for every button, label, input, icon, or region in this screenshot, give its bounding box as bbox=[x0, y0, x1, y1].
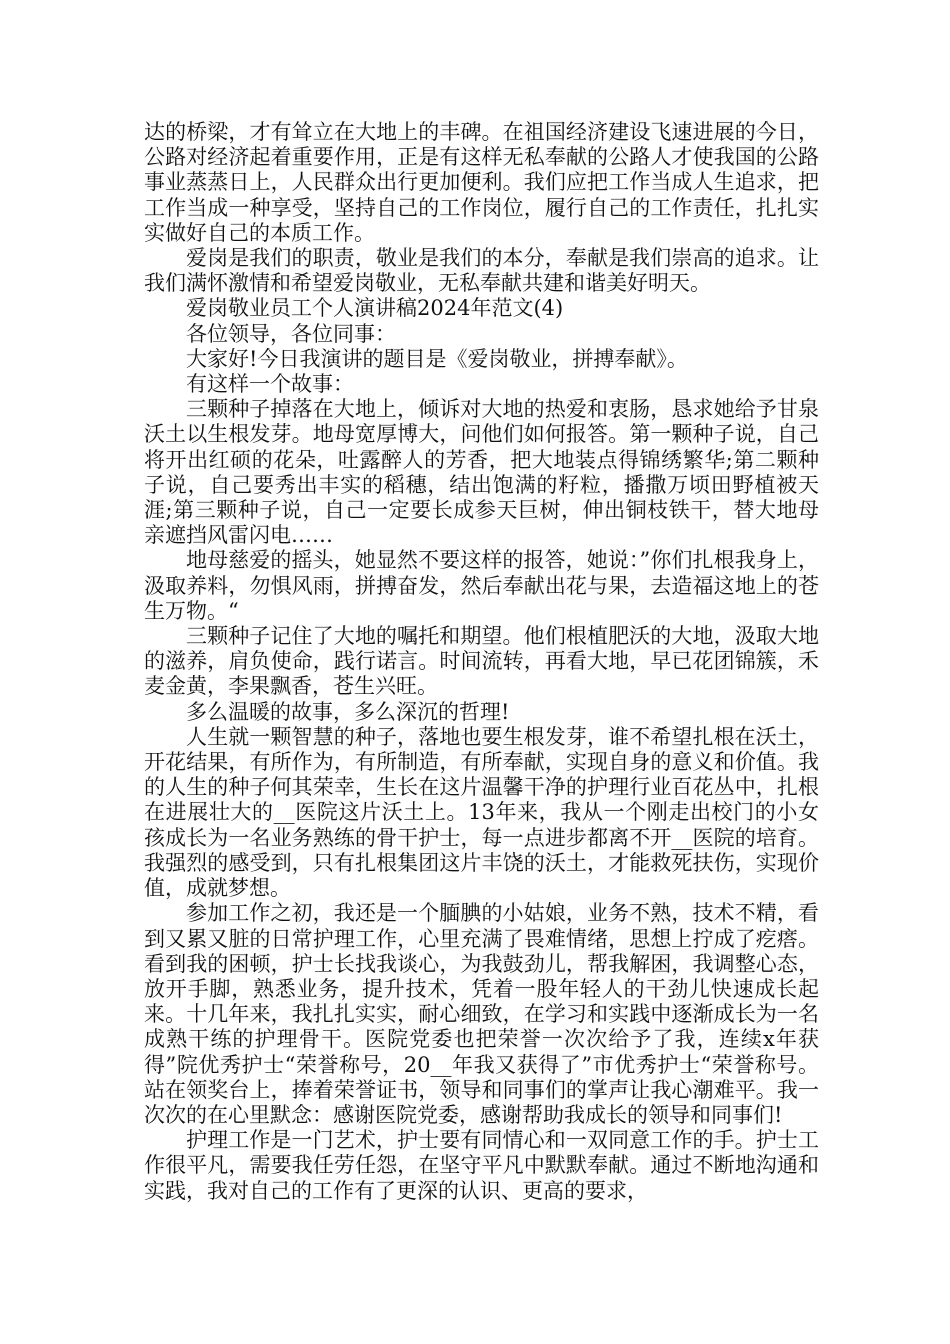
document-heading: 爱岗敬业员工个人演讲稿2024年范文(4) bbox=[186, 296, 564, 321]
salutation: 各位领导，各位同事： bbox=[186, 321, 396, 346]
paragraph: 三颗种子掉落在大地上，倾诉对大地的热爱和衷肠，恳求她给予甘泉沃土以生根发芽。地母宽厚博大，问他们如何报答。第一颗种子说，自己将开出红硕的花朵，吐露醉人的芳香，把大地装点得锦绣繁华;第二颗种子说，自己要秀出丰实的稻穗，结出饱满的籽粒，播撒万顷田野植被天涯;第三颗种子说，自己一定要长成参天巨树，伸出铜枝铁干，替大地母亲遮挡风雷闪电…… bbox=[144, 397, 819, 548]
paragraph: 地母慈爱的摇头，她显然不要这样的报答，她说：”你们扎根我身上，汲取养料，勿惧风雨，拼搏奋发，然后奉献出花与果，去造福这地上的苍生万物。“ bbox=[144, 548, 819, 623]
paragraph: 多么温暖的故事，多么深沉的哲理! bbox=[186, 699, 510, 724]
paragraph: 护理工作是一门艺术，护士要有同情心和一双同意工作的手。护士工作很平凡，需要我任劳任怨，在坚守平凡中默默奉献。通过不断地沟通和实践，我对自己的工作有了更深的认识、更高的要求， bbox=[144, 1128, 819, 1203]
document-page bbox=[144, 120, 819, 1204]
paragraph: 三颗种子记住了大地的嘱托和期望。他们根植肥沃的大地，汲取大地的滋养，肩负使命，践行诺言。时间流转，再看大地，早已花团锦簇，禾麦金黄，李果飘香，苍生兴旺。 bbox=[144, 624, 819, 699]
paragraph: 大家好!今日我演讲的题目是《爱岗敬业，拼搏奉献》。 bbox=[186, 346, 688, 371]
paragraph: 有这样一个故事： bbox=[186, 372, 354, 397]
paragraph: 达的桥梁，才有耸立在大地上的丰碑。在祖国经济建设飞速进展的今日，公路对经济起着重要作用，正是有这样无私奉献的公路人才使我国的公路事业蒸蒸日上，人民群众出行更加便利。我们应把工作当成人生追求，把工作当成一种享受，坚持自己的工作岗位，履行自己的工作责任，扎扎实实做好自己的本质工作。 bbox=[144, 120, 819, 245]
paragraph: 参加工作之初，我还是一个腼腆的小姑娘，业务不熟，技术不精，看到又累又脏的日常护理工作，心里充满了畏难情绪，思想上拧成了疙瘩。看到我的困顿，护士长找我谈心，为我鼓劲儿，帮我解困，我调整心态，放开手脚，熟悉业务，提升技术，凭着一股年轻人的干劲儿快速成长起来。十几年来，我扎扎实实，耐心细致，在学习和实践中逐渐成长为一名成熟干练的护理骨干。医院党委也把荣誉一次次给予了我，连续x年获得”院优秀护士“荣誉称号，20__年我又获得了”市优秀护士“荣誉称号。站在领奖台上，捧着荣誉证书，领导和同事们的掌声让我心潮难平。我一次次的在心里默念：感谢医院党委，感谢帮助我成长的领导和同事们! bbox=[144, 901, 819, 1127]
paragraph: 人生就一颗智慧的种子，落地也要生根发芽，谁不希望扎根在沃土，开花结果，有所作为，有所制造，有所奉献，实现自身的意义和价值。我的人生的种子何其荣幸，生长在这片温馨干净的护理行业百花丛中，扎根在进展壮大的__医院这片沃土上。13年来，我从一个刚走出校门的小女孩成长为一名业务熟练的骨干护士，每一点进步都离不开__医院的培育。我强烈的感受到，只有扎根集团这片丰饶的沃土，才能救死扶伤，实现价值，成就梦想。 bbox=[144, 724, 819, 901]
paragraph: 爱岗是我们的职责，敬业是我们的本分，奉献是我们崇高的追求。让我们满怀激情和希望爱岗敬业，无私奉献共建和谐美好明天。 bbox=[144, 246, 819, 296]
